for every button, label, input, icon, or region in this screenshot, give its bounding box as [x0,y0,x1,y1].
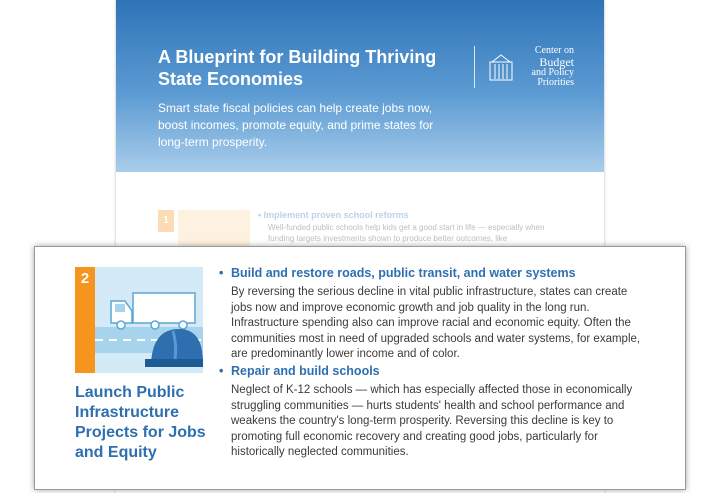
cbpp-logo [488,46,580,90]
item-body: By reversing the serious decline in vital public infrastructure, states can create jobs now and improve economic growth and job quality in the long run. Infrastructure spending also can improve racial and economic equity. Often the communities most in need of upgraded schools and water systems, for example, are predominantly lower income and of color. [231,286,641,360]
faded-school-illustration [178,210,250,246]
document-title: A Blueprint for Building Thriving State Economies [158,47,437,89]
infrastructure-callout [34,246,686,490]
bullet: • [219,266,224,280]
item-title-text: Build and restore roads, public transit, and water systems [231,266,576,280]
bullet: • [219,364,224,378]
logo-line: Center on [534,45,574,56]
faded-section-heading: • Implement proven school reforms [258,210,409,220]
faded-section-text: Well-funded public schools help kids get a good start in life — especially when funding targets investments shown to produce better outcomes, like [268,223,545,243]
item-body: Neglect of K-12 schools — which has especially affected those in economically struggling communities — hurts students' health and school performance and weakens the country's long-term prosperity. Reversing this decline is key to promoting full economic recovery and creating good jobs, particularly for historically neglected communities. [231,384,633,458]
accent-bar [75,291,95,373]
item-title [219,265,649,281]
logo-line: Priorities [537,77,574,88]
capitol-icon [488,52,514,82]
infrastructure-illustration [95,267,203,373]
header-divider [474,46,475,88]
section-title: Launch Public Infrastructure Projects for Jobs and Equity [75,384,206,461]
logo-line: and Policy [531,67,574,78]
document-subtitle: Smart state fiscal policies can help create jobs now, boost incomes, promote equity, and prime states for long-term prosperity. [158,101,434,149]
logo-line: Budget [539,55,574,69]
item-title-text: Repair and build schools [231,364,380,378]
document-header [116,0,604,172]
logo-text [512,46,574,88]
faded-section-number: 1 [158,210,174,232]
list-item [219,265,649,363]
section-number-badge: 2 [75,267,95,291]
item-title [219,363,649,379]
list-item [219,363,649,461]
